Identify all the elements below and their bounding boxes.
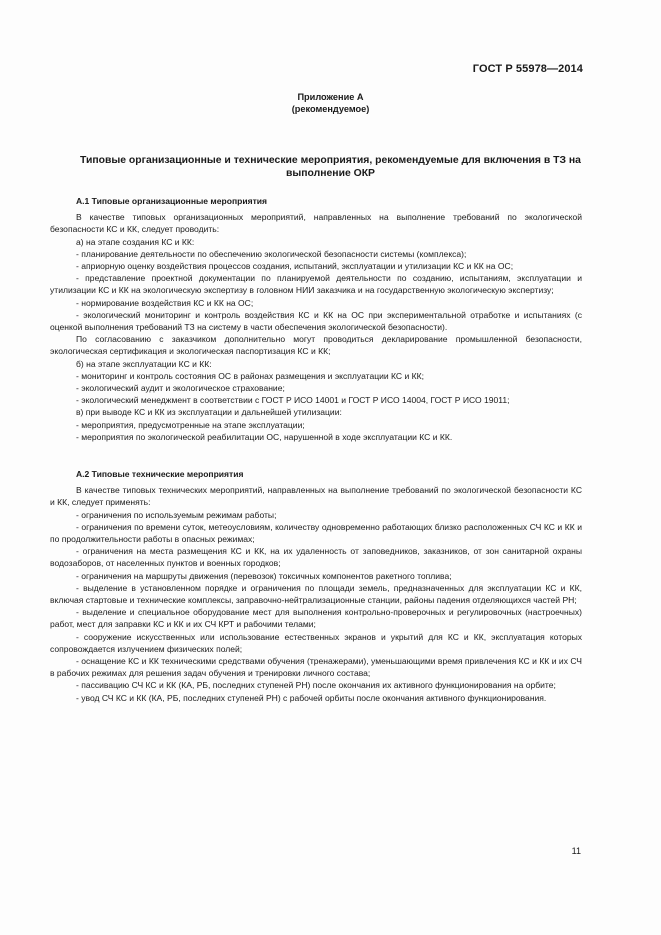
paragraph: - нормирование воздействия КС и КК на ОС; [76,297,254,308]
paragraph: - планирование деятельности по обеспечению экологической безопасности системы (комплекса); [76,248,467,259]
appendix-title: Приложение А [297,92,364,102]
paragraph: в) при выводе КС и КК из эксплуатации и дальнейшей утилизации: [76,407,342,418]
standard-number: ГОСТ Р 55978—2014 [472,63,583,75]
paragraph: - сооружение искусственных или использование естественных экранов и укрытий для КС и КК, эксплуатация которых сопровождается излучением физических полей; [50,631,582,654]
paragraph: - мероприятия, предусмотренные на этапе эксплуатации; [76,419,305,430]
paragraph: В качестве типовых организационных мероприятий, направленных на выполнение требований по экологической безопасности КС и КК, следует проводить: [50,212,582,235]
paragraph: - мероприятия по экологической реабилитации ОС, нарушенной в ходе эксплуатации КС и КК. [76,431,453,442]
paragraph: - выделение и специальное оборудование мест для выполнения контрольно-проверочных и регулировочных (настроечных) работ, мест для заправки КС и КК и их СЧ КРТ и рабочими телами; [50,607,582,630]
page-number: 11 [571,846,581,856]
paragraph: По согласованию с заказчиком дополнительно могут проводиться декларирование промышленной безопасности, экологическая сертификация и экологическая паспортизация КС и КК; [50,334,582,357]
section-heading: А.2 Типовые технические мероприятия [76,469,244,479]
main-title: Типовые организационные и технические мероприятия, рекомендуемые для включения в ТЗ на выполнение ОКР [80,155,581,179]
section-2 [50,468,582,704]
paragraph: - ограничения на места размещения КС и КК, на их удаленность от заповедников, заказников, от зон санитарной охраны водозаборов, от населенных пунктов и военных городков; [50,546,582,569]
paragraph: - ограничения на маршруты движения (перевозок) токсичных компонентов ракетного топлива; [76,570,452,581]
paragraph: - ограничения по времени суток, метеоусловиям, количеству одновременно работающих близко расположенных СЧ КС и КК и по продолжительности работы в опасных режимах; [50,521,582,545]
section-heading: А.1 Типовые организационные мероприятия [76,196,267,206]
paragraph: - представление проектной документации по планируемой деятельности по созданию, испытаниям, эксплуатации и утилизации КС и КК на экологическую экспертизу в головном НИИ заказчика и на государственную экологическую экспертизу; [50,273,582,296]
paragraph: - пассивацию СЧ КС и КК (КА, РБ, последних ступеней РН) после окончания их активного функционирования на орбите; [76,680,556,691]
section-1 [50,195,582,443]
paragraph: - мониторинг и контроль состояния ОС в районах размещения и эксплуатации КС и КК; [76,370,424,381]
paragraph: - экологический менеджмент в соответствии с ГОСТ Р ИСО 14001 и ГОСТ Р ИСО 14004, ГОСТ Р ИСО 19011; [76,395,510,406]
paragraph: - выделение в установленном порядке и ограничения по площади земель, предназначенных для эксплуатации КС и КК, включая стартовые и технические комплексы, заправочно-нейтрализационные станции, районы падения отделяющихся частей РН; [50,582,582,606]
paragraph: - экологический мониторинг и контроль воздействия КС и КК на ОС при экспериментальной отработке и испытаниях (с оценкой выполнения требований ТЗ на систему в части обеспечения экологической безопасности). [50,309,582,333]
paragraph: - ограничения по используемым режимам работы; [76,509,277,520]
paragraph: - экологический аудит и экологическое страхование; [76,383,285,394]
appendix-subtitle: (рекомендуемое) [291,104,370,114]
paragraph: - увод СЧ КС и КК (КА, РБ, последних ступеней РН) с рабочей орбиты после окончания активного функционирования. [76,692,547,703]
paragraph: а) на этапе создания КС и КК: [76,236,195,247]
paragraph: - априорную оценку воздействия процессов создания, испытаний, эксплуатации и утилизации КС и КК на ОС; [76,261,514,272]
paragraph: б) на этапе эксплуатации КС и КК: [76,358,212,369]
paragraph: В качестве типовых технических мероприятий, направленных на выполнение требований по экологической безопасности КС и КК, следует применять: [50,485,582,508]
paragraph: - оснащение КС и КК техническими средствами обучения (тренажерами), уменьшающими время привлечения КС и КК и их СЧ в рабочих режимах для решения задач обучения и тренировки личного состава; [50,656,582,679]
